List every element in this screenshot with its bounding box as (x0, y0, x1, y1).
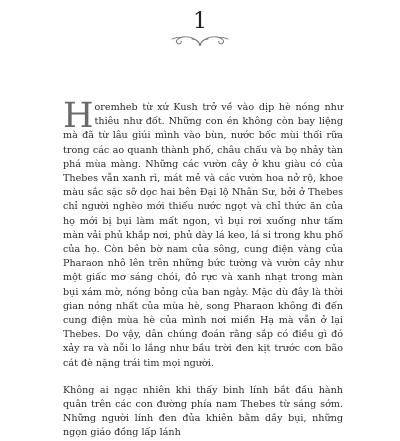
flourish-divider-icon (170, 30, 230, 48)
paragraph-text: oremheb từ xứ Kush trở về vào dịp hè nóng như thiêu như đốt. Những con én không còn bay liệng mà đã từ lâu giúi mình vào bùn, nước bốc mùi thối rữa trong các ao quanh thành phố, châu chấu và bọ nhảy tàn phá mùa màng. Những các vườn cây ở khu giàu có của Thebes vẫn xanh rì, mát mẻ và các vườn hoa nở rộ, khoe màu sắc sặc sỡ dọc hai bên Đại lộ Nhân Sư, bởi ở Thebes chỉ người nghèo mới thiếu nước ngọt và chỉ thức ăn của họ mới bị bụi làm mất ngon, vì bụi rơi xuống như tấm màn vải phủ khắp nơi, phủ dày lá keo, lá si trong khu phố của họ. Còn bên bờ nam của sông, cung điện vàng của Pharaon nhô lên trên những bức tường và vườn cây như một giấc mơ sáng chói, đỏ rực và xanh nhạt trong màn bụi xám mờ, nóng bỏng của ban ngày. Mặc dù đây là thời gian nóng nhất của mùa hè, song Pharaon không đi đến cung điện mùa hè của mình nơi miền Hạ mà vẫn ở lại Thebes. Do vậy, dân chúng đoán rằng sắp có điều gì đó xảy ra và nỗi lo lắng như bầu trời đen kịt trước cơn bão cát đè nặng trái tim mọi người. (63, 102, 343, 369)
paragraph (63, 96, 343, 371)
paragraph-text: Không ai ngạc nhiên khi thấy binh lính bắt đầu hành quân trên các con đường phía nam Thebes từ sáng sớm. Những người lính đen đủa khiên bằm dầy bụi, những ngọn giáo đồng lấp lánh (63, 384, 343, 439)
chapter-number: 1 (193, 9, 207, 34)
paragraph (63, 384, 343, 441)
drop-cap: H (63, 96, 94, 136)
chapter-body (63, 96, 343, 441)
